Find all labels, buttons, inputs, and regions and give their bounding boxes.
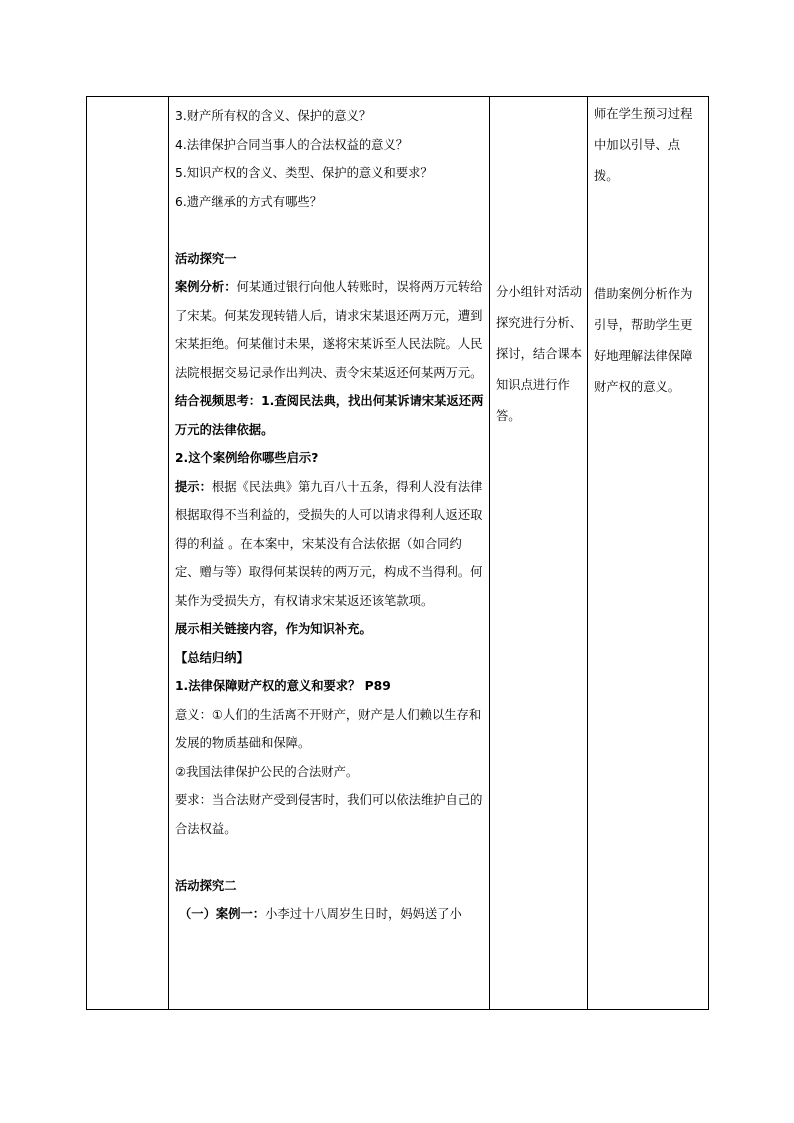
teacher-notes-cell: [588, 97, 709, 1010]
question-4: 4.法律保护合同当事人的合法权益的意义？: [175, 137, 409, 152]
case-analysis-text: 何某通过银行向他人转账时，误将两万元转给了宋某。何某发现转错人后，请求宋某退还两万元，遭到宋某拒绝。何某催讨未果，遂将宋某诉至人民法院。人民法院根据交易记录作出判决、责令宋某返还何某两万元。: [175, 280, 483, 380]
video-prefix: 结合视频思考：: [175, 394, 262, 408]
table-row: [87, 97, 709, 1010]
video-q1-text: 1.查阅民法典，找出何某诉请宋某返还两万元的法律依据。: [175, 394, 484, 437]
hint: [175, 473, 484, 616]
teacher-note-2: 借助案例分析作为引导，帮助学生更好地理解法律保障财产权的意义。: [594, 287, 693, 394]
hint-text: 根据《民法典》第九百八十五条，得利人没有法律根据取得不当利益的，受损失的人可以请求得利人返还取得的利益 。在本案中，宋某没有合法依据（如合同约定、赠与等）取得何某误转的两万元，构成不当得利。何某作为受损失方，有权请求宋某返还该笔款项。: [175, 479, 483, 608]
question-3: 3.财产所有权的含义、保护的意义？: [175, 109, 372, 123]
meaning-point-1: 意义：①人们的生活离不开财产，财产是人们赖以生存和发展的物质基础和保障。: [175, 707, 482, 750]
activity-2-title: 活动探究二: [175, 878, 237, 893]
content-column-cell: [169, 97, 490, 1010]
requirement-text: 要求：当合法财产受到侵害时，我们可以依法维护自己的合法权益。: [175, 793, 483, 836]
supplement-note: 展示相关链接内容，作为知识补充。: [175, 622, 372, 636]
student-activity-cell: [490, 97, 588, 1010]
question-6: 6.遗产继承的方式有哪些？: [175, 194, 322, 209]
teacher-note-1: 师在学生预习过程中加以引导、点拨。: [594, 107, 693, 183]
activity-1-title: 活动探究一: [175, 251, 237, 266]
section-column-cell: [87, 97, 169, 1010]
question-5: 5.知识产权的含义、类型、保护的意义和要求？: [175, 166, 433, 180]
activity-2-case: [175, 900, 484, 929]
student-activity-text: 分小组针对活动探究进行分析、探讨，结合课本知识点进行作答。: [496, 285, 583, 423]
activity-2-case-label: （一）案例一：: [179, 907, 266, 921]
lesson-plan-table: [86, 96, 709, 1010]
case-analysis: [175, 273, 484, 387]
video-question-2: 2.这个案例给你哪些启示?: [175, 451, 319, 465]
summary-title: 【总结归纳】: [175, 650, 249, 665]
video-question-1: [175, 387, 484, 444]
activity-2-case-text: 小李过十八周岁生日时，妈妈送了小: [265, 907, 462, 921]
meaning-point-2: ②我国法律保护公民的合法财产。: [175, 764, 359, 779]
case-analysis-label: 案例分析：: [175, 280, 237, 294]
summary-question: 1.法律保障财产权的意义和要求？ P89: [175, 679, 391, 693]
hint-label: 提示：: [175, 479, 212, 494]
